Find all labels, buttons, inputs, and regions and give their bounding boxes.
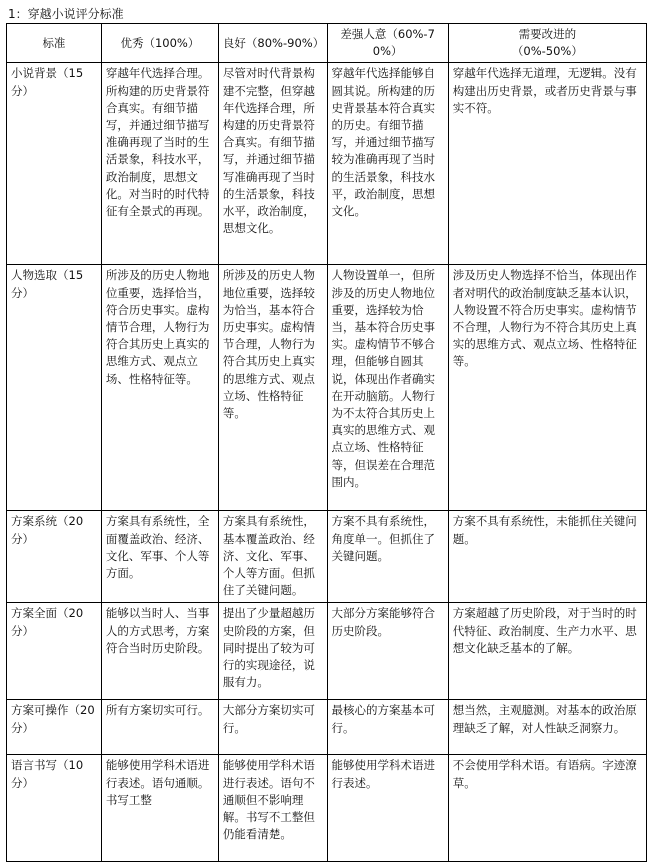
header-criterion: 标准 [7, 24, 102, 63]
header-poor-line2: （0%-50%） [511, 44, 583, 59]
excellent-cell: 能够使用学科术语进行表述。语句通顺。书写工整 [101, 755, 218, 862]
fair-cell: 人物设置单一，但所涉及的历史人物地位重要，选择较为恰当，基本符合历史事实。虚构情节不够合理，但能够自圆其说，体现出作者确实在开动脑筋。人物行为不太符合其历史上真实的思维方式、观点立场、性格特征等，但误差在合理范围内。 [327, 265, 448, 511]
good-cell: 能够使用学科术语进行表述。语句不通顺但不影响理解。书写不工整但仍能看清楚。 [218, 755, 327, 862]
criterion-cell: 语言书写（10分） [7, 755, 102, 862]
criterion-cell: 小说背景（15分） [7, 63, 102, 265]
good-cell: 提出了少量超越历史阶段的方案，但同时提出了较为可行的实现途径，说服有力。 [218, 603, 327, 700]
rubric-table [6, 23, 647, 862]
poor-cell: 涉及历史人物选择不恰当，体现出作者对明代的政治制度缺乏基本认识，人物设置不符合历史事实。虚构情节不合理，人物行为不符合其历史上真实的思维方式、观点立场、性格特征等。 [448, 265, 646, 511]
criterion-cell: 方案系统（20分） [7, 511, 102, 603]
good-cell: 尽管对时代背景构建不完整，但穿越年代选择合理，所构建的历史背景符合真实。有细节描写，并通过细节描写准确再现了当时的生活景象，科技水平，政治制度，思想文化。 [218, 63, 327, 265]
criterion-cell: 方案可操作（20分） [7, 700, 102, 755]
fair-cell: 能够使用学科术语进行表述。 [327, 755, 448, 862]
fair-cell: 穿越年代选择能够自圆其说。所构建的历史背景基本符合真实的历史。有细节描写，并通过细节描写较为准确再现了当时的生活景象，科技水平，政治制度，思想文化。 [327, 63, 448, 265]
good-cell: 大部分方案切实可行。 [218, 700, 327, 755]
table-row [7, 63, 647, 265]
fair-cell: 大部分方案能够符合历史阶段。 [327, 603, 448, 700]
criterion-cell: 人物选取（15分） [7, 265, 102, 511]
poor-cell: 不会使用学科术语。有语病。字迹潦草。 [448, 755, 646, 862]
criterion-cell: 方案全面（20分） [7, 603, 102, 700]
excellent-cell: 所涉及的历史人物地位重要，选择恰当，符合历史事实。虚构情节合理，人物行为符合其历史上真实的思维方式、观点立场、性格特征等。 [101, 265, 218, 511]
good-cell: 方案具有系统性，基本覆盖政治、经济、文化、军事、个人等方面。但抓住了关键问题。 [218, 511, 327, 603]
fair-cell: 方案不具有系统性，角度单一。但抓住了关键问题。 [327, 511, 448, 603]
excellent-cell: 方案具有系统性，全面覆盖政治、经济、文化、军事、个人等方面。 [101, 511, 218, 603]
excellent-cell: 能够以当时人、当事人的方式思考，方案符合当时历史阶段。 [101, 603, 218, 700]
excellent-cell: 所有方案切实可行。 [101, 700, 218, 755]
table-row [7, 511, 647, 603]
header-good: 良好（80%-90%） [218, 24, 327, 63]
header-excellent: 优秀（100%） [101, 24, 218, 63]
header-poor-line1: 需要改进的 [518, 27, 577, 41]
fair-cell: 最核心的方案基本可行。 [327, 700, 448, 755]
table-row [7, 700, 647, 755]
poor-cell: 穿越年代选择无道理，无逻辑。没有构建出历史背景，或者历史背景与事实不符。 [448, 63, 646, 265]
header-poor [448, 24, 646, 63]
poor-cell: 方案超越了历史阶段，对于当时的时代特征、政治制度、生产力水平、思想文化缺乏基本的了解。 [448, 603, 646, 700]
document-title: 1：穿越小说评分标准 [8, 7, 124, 21]
good-cell: 所涉及的历史人物地位重要，选择较为恰当，基本符合历史事实。虚构情节合理，人物行为符合其历史上真实的思维方式、观点立场、性格特征等。 [218, 265, 327, 511]
header-fair: 差强人意（60%-70%） [327, 24, 448, 63]
excellent-cell: 穿越年代选择合理。所构建的历史背景符合真实。有细节描写，并通过细节描写准确再现了当时的生活景象，科技水平，政治制度，思想文化。对当时的时代特征有全景式的再现。 [101, 63, 218, 265]
poor-cell: 想当然，主观臆测。对基本的政治原理缺乏了解，对人性缺乏洞察力。 [448, 700, 646, 755]
header-row [7, 24, 647, 63]
poor-cell: 方案不具有系统性，未能抓住关键问题。 [448, 511, 646, 603]
table-row [7, 603, 647, 700]
table-row [7, 265, 647, 511]
table-row [7, 755, 647, 862]
